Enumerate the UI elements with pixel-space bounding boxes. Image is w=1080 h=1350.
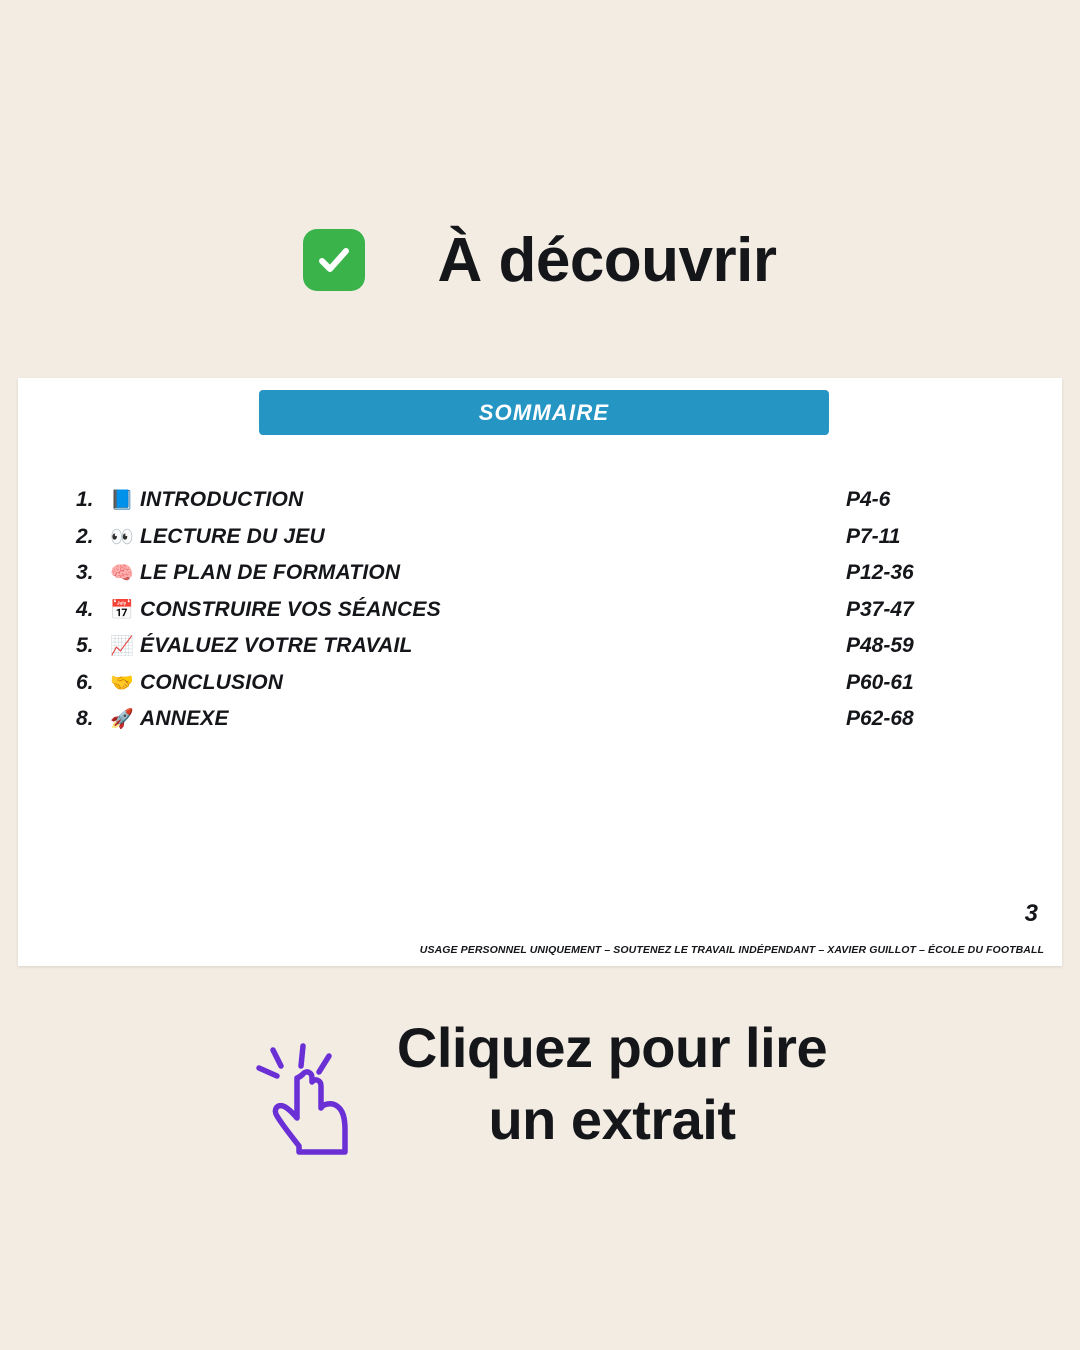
toc-item-number: 3.: [76, 561, 94, 584]
table-of-contents-item: [76, 488, 1036, 525]
toc-item-label: LECTURE DU JEU: [140, 524, 325, 548]
page-number: 3: [1024, 900, 1038, 927]
toc-item-number: 4.: [76, 597, 94, 621]
sommaire-heading-label: SOMMAIRE: [478, 399, 610, 425]
white-check-mark-icon: [303, 229, 365, 291]
toc-item-number: 5.: [76, 634, 94, 657]
table-of-contents-item: [76, 525, 1036, 562]
toc-item-pages: P4-6: [846, 488, 891, 511]
toc-item-pages: P48-59: [846, 634, 914, 657]
toc-item-number: 2.: [76, 524, 94, 548]
cta-line-1: Cliquez pour lire: [396, 1016, 828, 1079]
document-footer-notice: USAGE PERSONNEL UNIQUEMENT – SOUTENEZ LE TRAVAIL INDÉPENDANT – XAVIER GUILLOT – ÉCOLE DU FOOTBALL: [419, 944, 1044, 956]
toc-item-label: CONCLUSION: [140, 670, 284, 694]
table-of-contents: [76, 488, 1036, 744]
eyes-icon: 👀: [110, 526, 134, 548]
table-of-contents-item: [76, 634, 1036, 671]
chart-increasing-icon: 📈: [110, 636, 134, 657]
call-to-action[interactable]: [0, 1012, 1080, 1164]
toc-item-pages: P37-47: [846, 597, 914, 621]
toc-item-label: ANNEXE: [140, 707, 229, 730]
cta-line-2: un extrait: [488, 1087, 736, 1151]
table-of-contents-item: [76, 561, 1036, 598]
brain-icon: 🧠: [110, 563, 134, 584]
table-of-contents-item: [76, 707, 1036, 744]
toc-item-pages: P7-11: [846, 524, 901, 548]
sommaire-heading-bar: [259, 390, 829, 435]
toc-item-number: 1.: [76, 488, 94, 511]
handshake-icon: 🤝: [110, 672, 134, 694]
toc-item-number: 6.: [76, 670, 94, 694]
table-of-contents-item: [76, 671, 1036, 708]
toc-item-label: INTRODUCTION: [140, 488, 304, 511]
calendar-icon: 📅: [110, 599, 134, 621]
toc-item-pages: P60-61: [846, 670, 914, 694]
toc-item-label: CONSTRUIRE VOS SÉANCES: [140, 597, 441, 621]
rocket-icon: 🚀: [110, 709, 134, 730]
blue-book-icon: 📘: [110, 490, 134, 511]
toc-item-pages: P62-68: [846, 707, 914, 730]
toc-item-label: ÉVALUEZ VOTRE TRAVAIL: [140, 634, 413, 657]
document-preview-card[interactable]: [18, 378, 1062, 966]
call-to-action-text: [397, 1012, 827, 1155]
page-title: À découvrir: [437, 225, 777, 295]
toc-item-pages: P12-36: [846, 561, 914, 584]
click-hand-icon: [253, 1034, 383, 1164]
header: [0, 200, 1080, 320]
table-of-contents-item: [76, 598, 1036, 635]
toc-item-number: 8.: [76, 707, 94, 730]
toc-item-label: LE PLAN DE FORMATION: [140, 561, 401, 584]
